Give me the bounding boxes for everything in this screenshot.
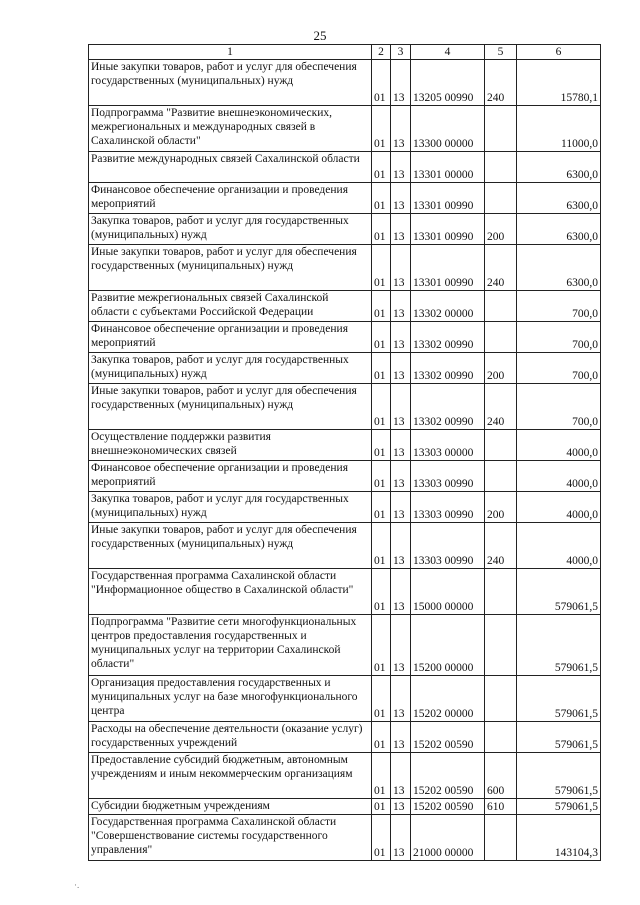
header-cell: 5 <box>485 45 517 60</box>
row-section: 01 <box>372 245 391 291</box>
row-target-article: 13301 00000 <box>411 152 485 183</box>
row-subsection: 13 <box>391 753 411 799</box>
row-name: Организация предоставления государственных и муниципальных услуг на базе многофункционального центра <box>89 676 372 722</box>
row-name: Иные закупки товаров, работ и услуг для обеспечения государственных (муниципальных) нужд <box>89 245 372 291</box>
table-row <box>89 430 601 461</box>
header-cell: 6 <box>517 45 601 60</box>
row-name: Закупка товаров, работ и услуг для государственных (муниципальных) нужд <box>89 353 372 384</box>
row-target-article: 13302 00990 <box>411 353 485 384</box>
row-section: 01 <box>372 815 391 861</box>
row-target-article: 15202 00590 <box>411 753 485 799</box>
row-subsection: 13 <box>391 492 411 523</box>
row-expense-type <box>485 183 517 214</box>
row-target-article: 13302 00000 <box>411 291 485 322</box>
row-section: 01 <box>372 799 391 815</box>
row-expense-type <box>485 615 517 676</box>
table-row <box>89 815 601 861</box>
row-amount: 579061,5 <box>517 799 601 815</box>
row-name: Иные закупки товаров, работ и услуг для обеспечения государственных (муниципальных) нужд <box>89 523 372 569</box>
row-name: Финансовое обеспечение организации и проведения мероприятий <box>89 183 372 214</box>
row-name: Предоставление субсидий бюджетным, автономным учреждениям и иным некоммерческим организациям <box>89 753 372 799</box>
row-section: 01 <box>372 291 391 322</box>
row-expense-type <box>485 722 517 753</box>
row-amount: 4000,0 <box>517 523 601 569</box>
row-name: Подпрограмма "Развитие внешнеэкономических, межрегиональных и международных связей в Сахалинской области" <box>89 106 372 152</box>
row-target-article: 15000 00000 <box>411 569 485 615</box>
header-cell: 3 <box>391 45 411 60</box>
row-subsection: 13 <box>391 322 411 353</box>
row-subsection: 13 <box>391 676 411 722</box>
row-name: Финансовое обеспечение организации и проведения мероприятий <box>89 461 372 492</box>
row-amount: 700,0 <box>517 291 601 322</box>
row-expense-type: 610 <box>485 799 517 815</box>
table-row <box>89 214 601 245</box>
row-name: Государственная программа Сахалинской области "Совершенствование системы государственного управления" <box>89 815 372 861</box>
row-expense-type <box>485 461 517 492</box>
row-name: Развитие международных связей Сахалинской области <box>89 152 372 183</box>
row-amount: 579061,5 <box>517 615 601 676</box>
row-section: 01 <box>372 430 391 461</box>
row-subsection: 13 <box>391 152 411 183</box>
table-row <box>89 384 601 430</box>
table-row <box>89 753 601 799</box>
row-target-article: 13303 00990 <box>411 523 485 569</box>
row-target-article: 13300 00000 <box>411 106 485 152</box>
row-target-article: 13303 00990 <box>411 492 485 523</box>
row-amount: 6300,0 <box>517 214 601 245</box>
row-section: 01 <box>372 492 391 523</box>
scan-marks: ·. <box>74 880 80 890</box>
row-target-article: 13205 00990 <box>411 60 485 106</box>
row-name: Закупка товаров, работ и услуг для государственных (муниципальных) нужд <box>89 214 372 245</box>
row-subsection: 13 <box>391 60 411 106</box>
row-amount: 700,0 <box>517 322 601 353</box>
row-subsection: 13 <box>391 523 411 569</box>
row-expense-type <box>485 569 517 615</box>
table-row <box>89 523 601 569</box>
row-target-article: 13303 00000 <box>411 430 485 461</box>
table-row <box>89 492 601 523</box>
row-section: 01 <box>372 106 391 152</box>
row-amount: 579061,5 <box>517 569 601 615</box>
row-target-article: 13301 00990 <box>411 183 485 214</box>
row-amount: 15780,1 <box>517 60 601 106</box>
row-subsection: 13 <box>391 245 411 291</box>
row-amount: 579061,5 <box>517 753 601 799</box>
row-name: Иные закупки товаров, работ и услуг для обеспечения государственных (муниципальных) нужд <box>89 60 372 106</box>
row-subsection: 13 <box>391 722 411 753</box>
row-amount: 579061,5 <box>517 676 601 722</box>
row-name: Расходы на обеспечение деятельности (оказание услуг) государственных учреждений <box>89 722 372 753</box>
header-cell: 4 <box>411 45 485 60</box>
row-section: 01 <box>372 384 391 430</box>
row-section: 01 <box>372 60 391 106</box>
header-cell: 2 <box>372 45 391 60</box>
row-target-article: 15202 00590 <box>411 722 485 753</box>
table-row <box>89 60 601 106</box>
table-row <box>89 353 601 384</box>
row-section: 01 <box>372 353 391 384</box>
row-name: Финансовое обеспечение организации и проведения мероприятий <box>89 322 372 353</box>
row-name: Осуществление поддержки развития внешнеэкономических связей <box>89 430 372 461</box>
table-row <box>89 615 601 676</box>
row-subsection: 13 <box>391 461 411 492</box>
budget-table <box>88 44 601 861</box>
header-cell: 1 <box>89 45 372 60</box>
row-amount: 6300,0 <box>517 183 601 214</box>
row-name: Закупка товаров, работ и услуг для государственных (муниципальных) нужд <box>89 492 372 523</box>
row-subsection: 13 <box>391 615 411 676</box>
table-row <box>89 152 601 183</box>
row-amount: 11000,0 <box>517 106 601 152</box>
page-number: 25 <box>313 28 327 43</box>
row-amount: 6300,0 <box>517 245 601 291</box>
row-expense-type: 240 <box>485 384 517 430</box>
row-target-article: 13303 00990 <box>411 461 485 492</box>
row-subsection: 13 <box>391 430 411 461</box>
row-subsection: 13 <box>391 183 411 214</box>
row-subsection: 13 <box>391 291 411 322</box>
table-row <box>89 676 601 722</box>
row-target-article: 21000 00000 <box>411 815 485 861</box>
table-row <box>89 183 601 214</box>
row-target-article: 13302 00990 <box>411 322 485 353</box>
row-section: 01 <box>372 722 391 753</box>
table-row <box>89 322 601 353</box>
row-expense-type: 240 <box>485 523 517 569</box>
row-expense-type <box>485 676 517 722</box>
row-section: 01 <box>372 523 391 569</box>
row-section: 01 <box>372 322 391 353</box>
table-row <box>89 245 601 291</box>
row-section: 01 <box>372 183 391 214</box>
row-name: Субсидии бюджетным учреждениям <box>89 799 372 815</box>
table-row <box>89 799 601 815</box>
row-section: 01 <box>372 569 391 615</box>
row-expense-type: 200 <box>485 492 517 523</box>
row-subsection: 13 <box>391 815 411 861</box>
row-amount: 6300,0 <box>517 152 601 183</box>
row-target-article: 13302 00990 <box>411 384 485 430</box>
row-subsection: 13 <box>391 106 411 152</box>
row-expense-type: 600 <box>485 753 517 799</box>
table-row <box>89 569 601 615</box>
row-name: Развитие межрегиональных связей Сахалинской области с субъектами Российской Федерации <box>89 291 372 322</box>
row-amount: 4000,0 <box>517 492 601 523</box>
row-subsection: 13 <box>391 569 411 615</box>
row-amount: 4000,0 <box>517 461 601 492</box>
row-name: Иные закупки товаров, работ и услуг для обеспечения государственных (муниципальных) нужд <box>89 384 372 430</box>
row-subsection: 13 <box>391 353 411 384</box>
table-row <box>89 461 601 492</box>
row-expense-type: 200 <box>485 214 517 245</box>
row-target-article: 15202 00000 <box>411 676 485 722</box>
row-expense-type: 200 <box>485 353 517 384</box>
row-amount: 4000,0 <box>517 430 601 461</box>
row-target-article: 15202 00590 <box>411 799 485 815</box>
row-amount: 579061,5 <box>517 722 601 753</box>
row-subsection: 13 <box>391 799 411 815</box>
row-name: Подпрограмма "Развитие сети многофункциональных центров предоставления государственных и муниципальных услуг на территории Сахалинской области" <box>89 615 372 676</box>
row-expense-type: 240 <box>485 60 517 106</box>
row-name: Государственная программа Сахалинской области "Информационное общество в Сахалинской области" <box>89 569 372 615</box>
row-section: 01 <box>372 461 391 492</box>
row-section: 01 <box>372 676 391 722</box>
row-target-article: 13301 00990 <box>411 214 485 245</box>
table-row <box>89 106 601 152</box>
row-amount: 700,0 <box>517 384 601 430</box>
row-target-article: 13301 00990 <box>411 245 485 291</box>
row-section: 01 <box>372 152 391 183</box>
row-expense-type <box>485 106 517 152</box>
row-subsection: 13 <box>391 384 411 430</box>
row-expense-type <box>485 322 517 353</box>
row-section: 01 <box>372 615 391 676</box>
row-subsection: 13 <box>391 214 411 245</box>
table-row <box>89 291 601 322</box>
row-target-article: 15200 00000 <box>411 615 485 676</box>
row-expense-type <box>485 291 517 322</box>
table-header-row <box>89 45 601 60</box>
row-expense-type <box>485 430 517 461</box>
row-amount: 700,0 <box>517 353 601 384</box>
row-section: 01 <box>372 753 391 799</box>
table-row <box>89 722 601 753</box>
row-expense-type <box>485 152 517 183</box>
row-section: 01 <box>372 214 391 245</box>
row-expense-type <box>485 815 517 861</box>
row-amount: 143104,3 <box>517 815 601 861</box>
row-expense-type: 240 <box>485 245 517 291</box>
